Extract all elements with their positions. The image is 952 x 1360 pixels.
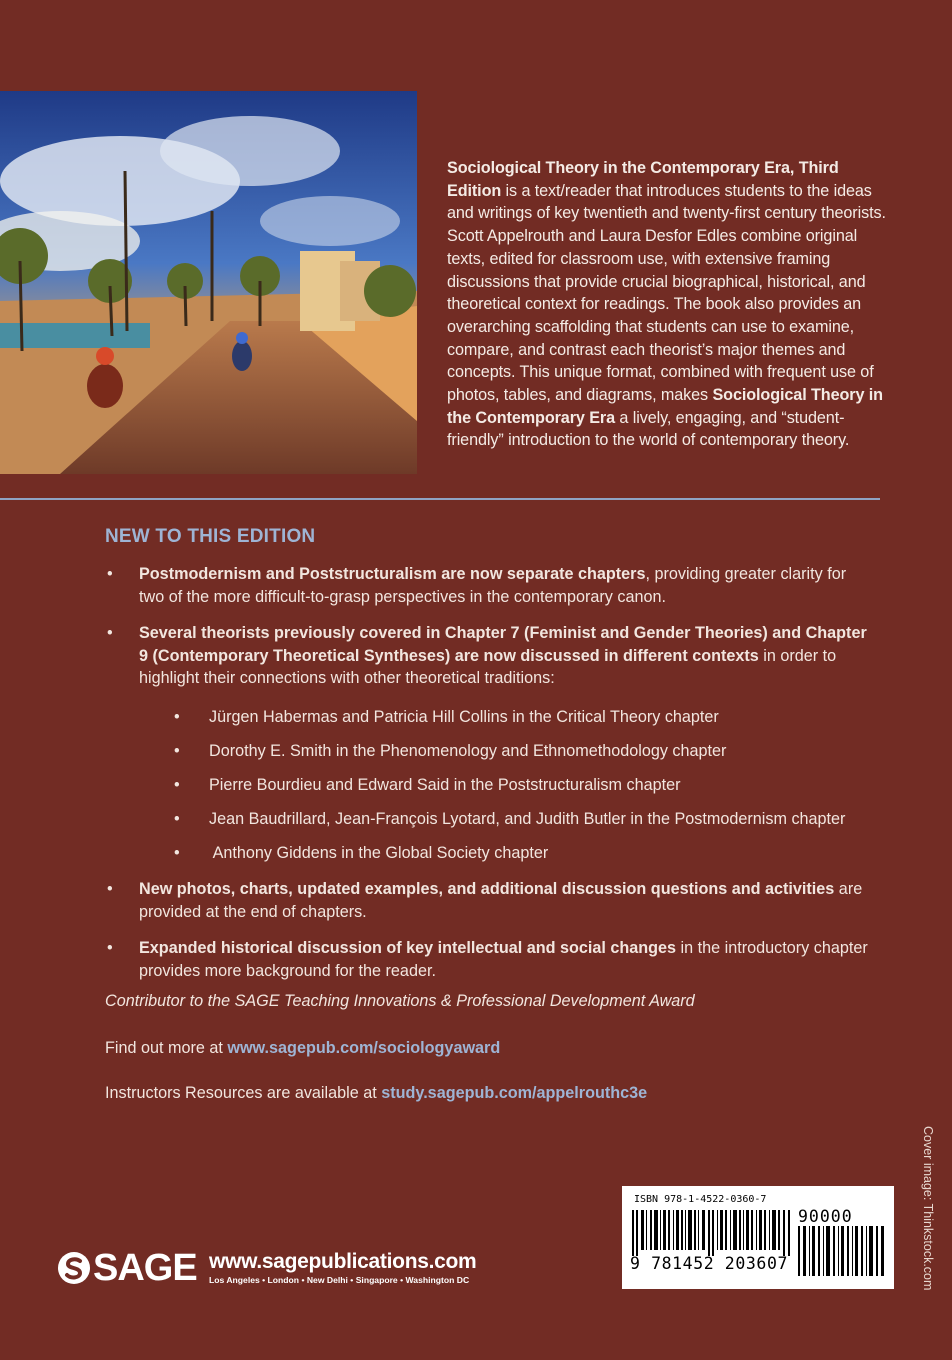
description-text-end: a lively, engaging, and “student-friendly” introduction to the world of contemporary theory. [447,408,850,450]
instructor-text: Instructors Resources are available at [105,1084,382,1102]
sub-list-item: • Anthony Giddens in the Global Society chapter [172,842,875,865]
list-item [105,563,875,608]
item-bold: Expanded historical discussion of key intellectual and social changes [139,939,677,957]
sub-list-item: • Jean Baudrillard, Jean-François Lyotard, and Judith Butler in the Postmodernism chapter [172,808,875,831]
publisher-url[interactable]: www.sagepublications.com [209,1250,477,1273]
item-bold: Several theorists previously covered in Chapter 7 (Feminist and Gender Theories) and Chapter 9 (Contemporary Theoretical Syntheses) are now discussed in different contexts [139,624,867,665]
sage-wordmark: SAGE [93,1246,197,1289]
isbn-digits: 9 781452 203607 [630,1254,789,1273]
book-description [447,157,887,452]
book-title: Sociological Theory in the Contemporary Era, Third Edition [447,159,839,200]
item-bold: Postmodernism and Poststructuralism are now separate chapters [139,565,646,583]
find-out-text: Find out more at [105,1039,228,1057]
publisher-cities: Los Angeles • London • New Delhi • Singapore • Washington DC [209,1275,470,1285]
list-item [105,937,875,982]
sage-s-icon [57,1251,91,1285]
image-credit: Cover image: Thinkstock.com [921,1126,935,1291]
section-heading: NEW TO THIS EDITION [105,526,316,547]
item-text: , providing greater clarity for two of the more difficult-to-grasp perspectives in the contemporary canon. [139,565,847,606]
resources-link[interactable]: study.sagepub.com/appelrouthc3e [381,1084,648,1102]
item-text: are provided at the end of chapters. [139,880,863,921]
list-item [105,878,875,923]
cover-photo [0,91,417,474]
instructor-resources [105,1084,647,1103]
description-text: is a text/reader that introduces students to the ideas and writings of key twentieth and twenty-first century theorists. Scott Appelrouth and Laura Desfor Edles combine original texts, edited for classroom use, with extensive framing discussions that provide crucial biographical, historical, and theoretical context for readings. The book also provides an overarching scaffolding that students can use to examine, compare, and contrast each theorist’s major themes and concepts. This unique format, combined with frequent use of photos, tables, and diagrams, makes [447,181,886,405]
new-edition-list [105,563,875,996]
sub-list-item: • Jürgen Habermas and Patricia Hill Collins in the Critical Theory chapter [172,706,875,729]
barcode [622,1186,894,1289]
sage-logo [57,1247,197,1289]
find-out-more [105,1039,500,1058]
isbn-barcode-bars [632,1210,794,1256]
theorist-list [139,706,875,865]
price-code: 90000 [798,1207,853,1226]
sub-list-item: • Dorothy E. Smith in the Phenomenology and Ethnomethodology chapter [172,740,875,763]
book-title-inline: Sociological Theory in the Contemporary Era [447,386,883,427]
award-note: Contributor to the SAGE Teaching Innovations & Professional Development Award [105,992,695,1010]
divider [0,498,880,500]
item-text: in order to highlight their connections with other theoretical traditions: [139,646,837,687]
price-barcode-bars [796,1226,888,1276]
isbn-label: ISBN 978-1-4522-0360-7 [634,1194,767,1205]
award-link[interactable]: www.sagepub.com/sociologyaward [227,1039,501,1057]
item-bold: New photos, charts, updated examples, and additional discussion questions and activities [139,880,835,898]
item-text: in the introductory chapter provides more background for the reader. [139,939,868,980]
sub-list-item: • Pierre Bourdieu and Edward Said in the Poststructuralism chapter [172,774,875,797]
list-item [105,622,875,864]
